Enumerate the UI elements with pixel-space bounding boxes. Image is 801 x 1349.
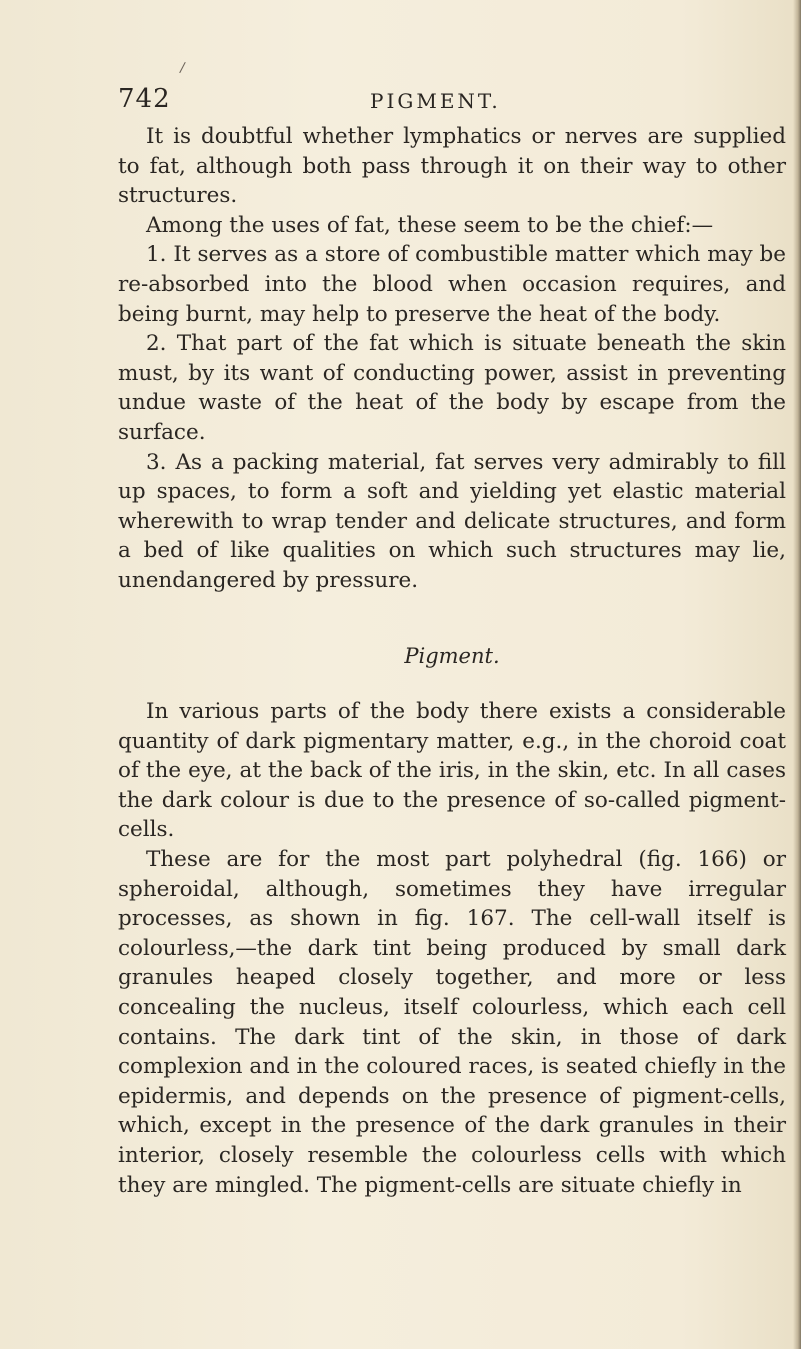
paragraph-pigment-intro: In various parts of the body there exists a considerable quantity of dark pigmentary matter, e.g., in the choroid coat of the eye, at the back of the iris, in the skin, etc. In all cases the dark colour is due to the presence of so-called pigment-cells. bbox=[118, 699, 786, 843]
paragraph-use-2: 2. That part of the fat which is situate beneath the skin must, by its want of conducting power, assist in preventing undue waste of the heat of the body by escape from the surface. bbox=[118, 331, 786, 445]
body-text bbox=[118, 122, 786, 1200]
paragraph-use-3: 3. As a packing material, fat serves very admirably to fill up spaces, to form a soft and yielding yet elastic material wherewith to wrap tender and delicate structures, and form a bed of like qualities on which such structures may lie, unendangered by pressure. bbox=[118, 449, 786, 593]
running-title: PIGMENT. bbox=[370, 89, 501, 113]
page-header bbox=[118, 84, 778, 118]
paragraph-use-1: 1. It serves as a store of combustible matter which may be re-absorbed into the blood when occasion requires, and being burnt, may help to preserve the heat of the body. bbox=[118, 242, 786, 327]
paragraph-uses-intro: Among the uses of fat, these seem to be the chief:— bbox=[146, 212, 714, 238]
stray-ink-mark: / bbox=[178, 59, 187, 77]
paragraph-lymphatics: It is doubtful whether lymphatics or nerves are supplied to fat, although both pass through it on their way to other structures. bbox=[118, 124, 786, 209]
paragraph-pigment-cells: These are for the most part polyhedral (fig. 166) or spheroidal, although, sometimes they have irregular processes, as shown in fig. 167. The cell-wall itself is colourless,—the dark tint being produced by small dark granules heaped closely together, and more or less concealing the nucleus, itself colourless, which each cell contains. The dark tint of the skin, in those of dark complexion and in the coloured races, is seated chiefly in the epidermis, and depends on the presence of pigment-cells, which, except in the presence of the dark granules in their interior, closely resemble the colourless cells with which they are mingled. The pigment-cells are situate chiefly in bbox=[118, 847, 786, 1198]
section-heading-pigment: Pigment. bbox=[404, 643, 500, 668]
page-edge-shadow bbox=[793, 0, 801, 1349]
page-number: 742 bbox=[118, 84, 171, 114]
